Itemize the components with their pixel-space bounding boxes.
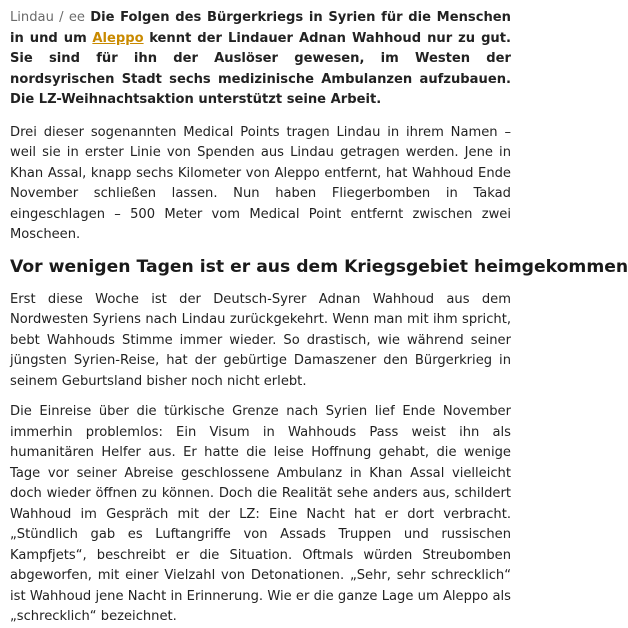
aleppo-link[interactable]: Aleppo — [92, 30, 144, 46]
lead-text-end: kennt der Lindauer Adnan Wahhoud nur zu gut. Sie sind für ihn der Auslöser gewesen, im Westen der nordsyrischen Stadt sechs medizinische Ambulanzen aufzubauen. Die LZ-Weihnachtsaktion unterstützt seine Arbeit. — [10, 30, 511, 107]
body-paragraph-2: Erst diese Woche ist der Deutsch-Syrer Adnan Wahhoud aus dem Nordwesten Syriens nach Lindau zurückgekehrt. Wenn man mit ihm spricht, bebt Wahhouds Stimme immer wieder. So drastisch, wie während seiner jüngsten Syrien-Reise, hat der gebürtige Damaszener den Bürgerkrieg in seinem Geburtsland bisher noch nicht erlebt. — [10, 291, 511, 389]
lead-paragraph — [10, 8, 511, 111]
body-paragraph-3: Die Einreise über die türkische Grenze nach Syrien lief Ende November immerhin problemlos: Ein Visum in Wahhouds Pass weist ihn als humanitären Helfer aus. Er hatte die leise Hoffnung gehabt, die wenige Tage vor seiner Abreise geschlossene Ambulanz in Khan Assal vielleicht doch wieder öffnen zu können. Doch die Realität sehe anders aus, schildert Wahhoud im Gespräch mit der LZ: Eine Nacht hat er dort verbracht. „Stündlich gab es Luftangriffe von Assads Truppen und russischen Kampfjets“, beschreibt er die Situation. Oftmals würden Streubomben abgeworfen, mit einer Vielzahl von Detonationen. „Sehr, sehr schrecklich“ ist Wahhoud jene Nacht in Erinnerung. Wie er die ganze Lage um Aleppo als „schrecklich“ bezeichnet. — [10, 404, 511, 624]
subheading: Vor wenigen Tagen ist er aus dem Kriegsgebiet heimgekommen — [10, 256, 628, 277]
body-paragraph-1: Drei dieser sogenannten Medical Points tragen Lindau in ihrem Namen – weil sie in erster Linie von Spenden aus Lindau getragen werden. Jene in Khan Assal, knapp sechs Kilometer von Aleppo entfernt, hat Wahhoud Ende November schließen lassen. Nun haben Fliegerbomben in Takad eingeschlagen – 500 Meter vom Medical Point entfernt zwischen zwei Moscheen. — [10, 124, 511, 242]
dateline: Lindau / ee — [10, 10, 85, 25]
lead-text-start: Die Folgen des Bürgerkriegs in Syrien für die Menschen in und um — [10, 10, 511, 46]
